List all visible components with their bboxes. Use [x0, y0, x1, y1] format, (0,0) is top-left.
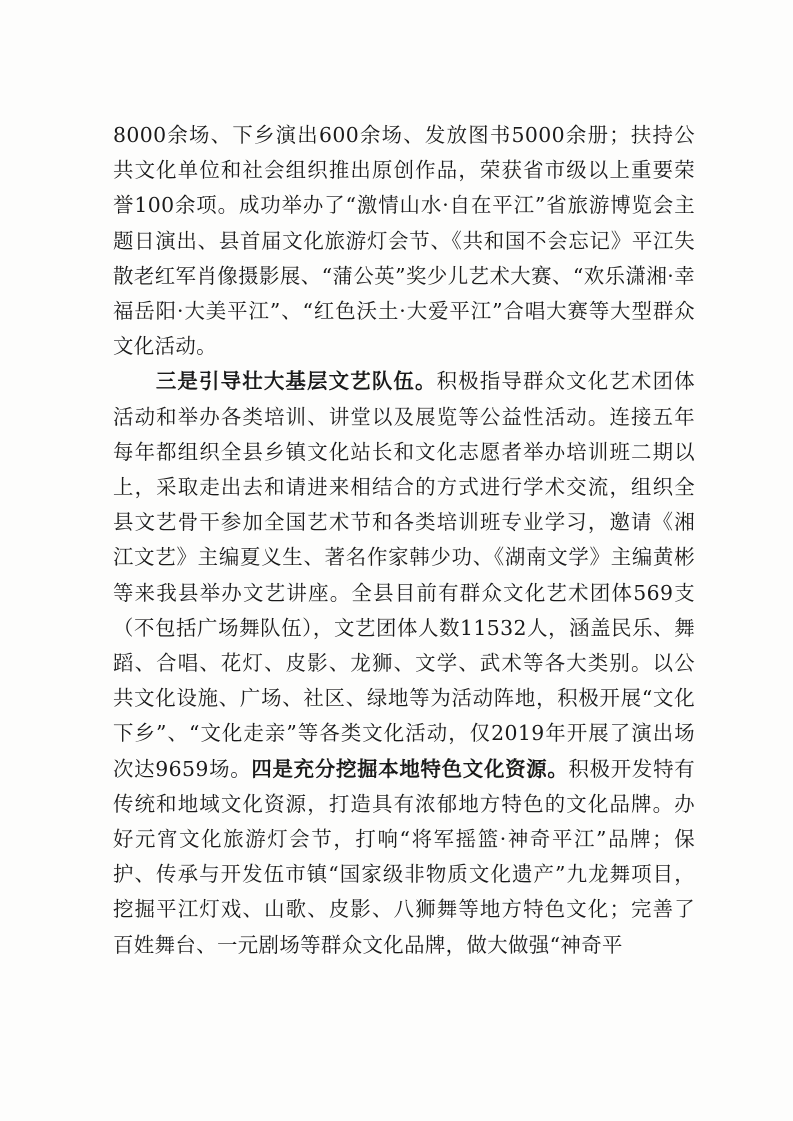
paragraph-2-text-b: 积极开发特有传统和地域文化资源，打造具有浓郁地方特色的文化品牌。办好元宵文化旅游灯会节，打响“将军摇篮·神奇平江”品牌；保护、传承与开发伍市镇“国家级非物质文化遗产”九龙舞项目，挖掘平江灯戏、山歌、皮影、八狮舞等地方特色文化；完善了百姓舞台、一元剧场等群众文化品牌，做大做强“神奇平: [113, 756, 696, 957]
heading-four-local-culture: 四是充分挖掘本地特色文化资源。: [251, 756, 569, 781]
paragraph-2-text-a: 积极指导群众文化艺术团体活动和举办各类培训、讲堂以及展览等公益性活动。连接五年每年都组织全县乡镇文化站长和文化志愿者举办培训班二期以上，采取走出去和请进来相结合的方式进行学术交流，组织全县文艺骨干参加全国艺术节和各类培训班专业学习，邀请《湘江文艺》主编夏义生、著名作家韩少功、《湖南文学》主编黄彬等来我县举办文艺讲座。全县目前有群众文化艺术团体569支（不包括广场舞队伍），文艺团体人数11532人，涵盖民乐、舞蹈、合唱、花灯、皮影、龙狮、文学、武术等各大类别。以公共文化设施、广场、社区、绿地等为活动阵地，积极开展“文化下乡”、“文化走亲”等各类文化活动，仅2019年开展了演出场次达9659场。: [113, 369, 695, 781]
heading-three-guide-teams: 三是引导壮大基层文艺队伍。: [155, 369, 437, 394]
body-text: [113, 118, 695, 963]
paragraph-1-text: 8000余场、下乡演出600余场、发放图书5000余册；扶持公共文化单位和社会组织推出原创作品，荣获省市级以上重要荣誉100余项。成功举办了“激情山水·自在平江”省旅游博览会主题日演出、县首届文化旅游灯会节、《共和国不会忘记》平江失散老红军肖像摄影展、“蒲公英”奖少儿艺术大赛、“欢乐潇湘·幸福岳阳·大美平江”、“红色沃土·大爱平江”合唱大赛等大型群众文化活动。: [113, 123, 695, 359]
paragraph-2: [113, 364, 695, 962]
paragraph-1: [113, 118, 695, 364]
